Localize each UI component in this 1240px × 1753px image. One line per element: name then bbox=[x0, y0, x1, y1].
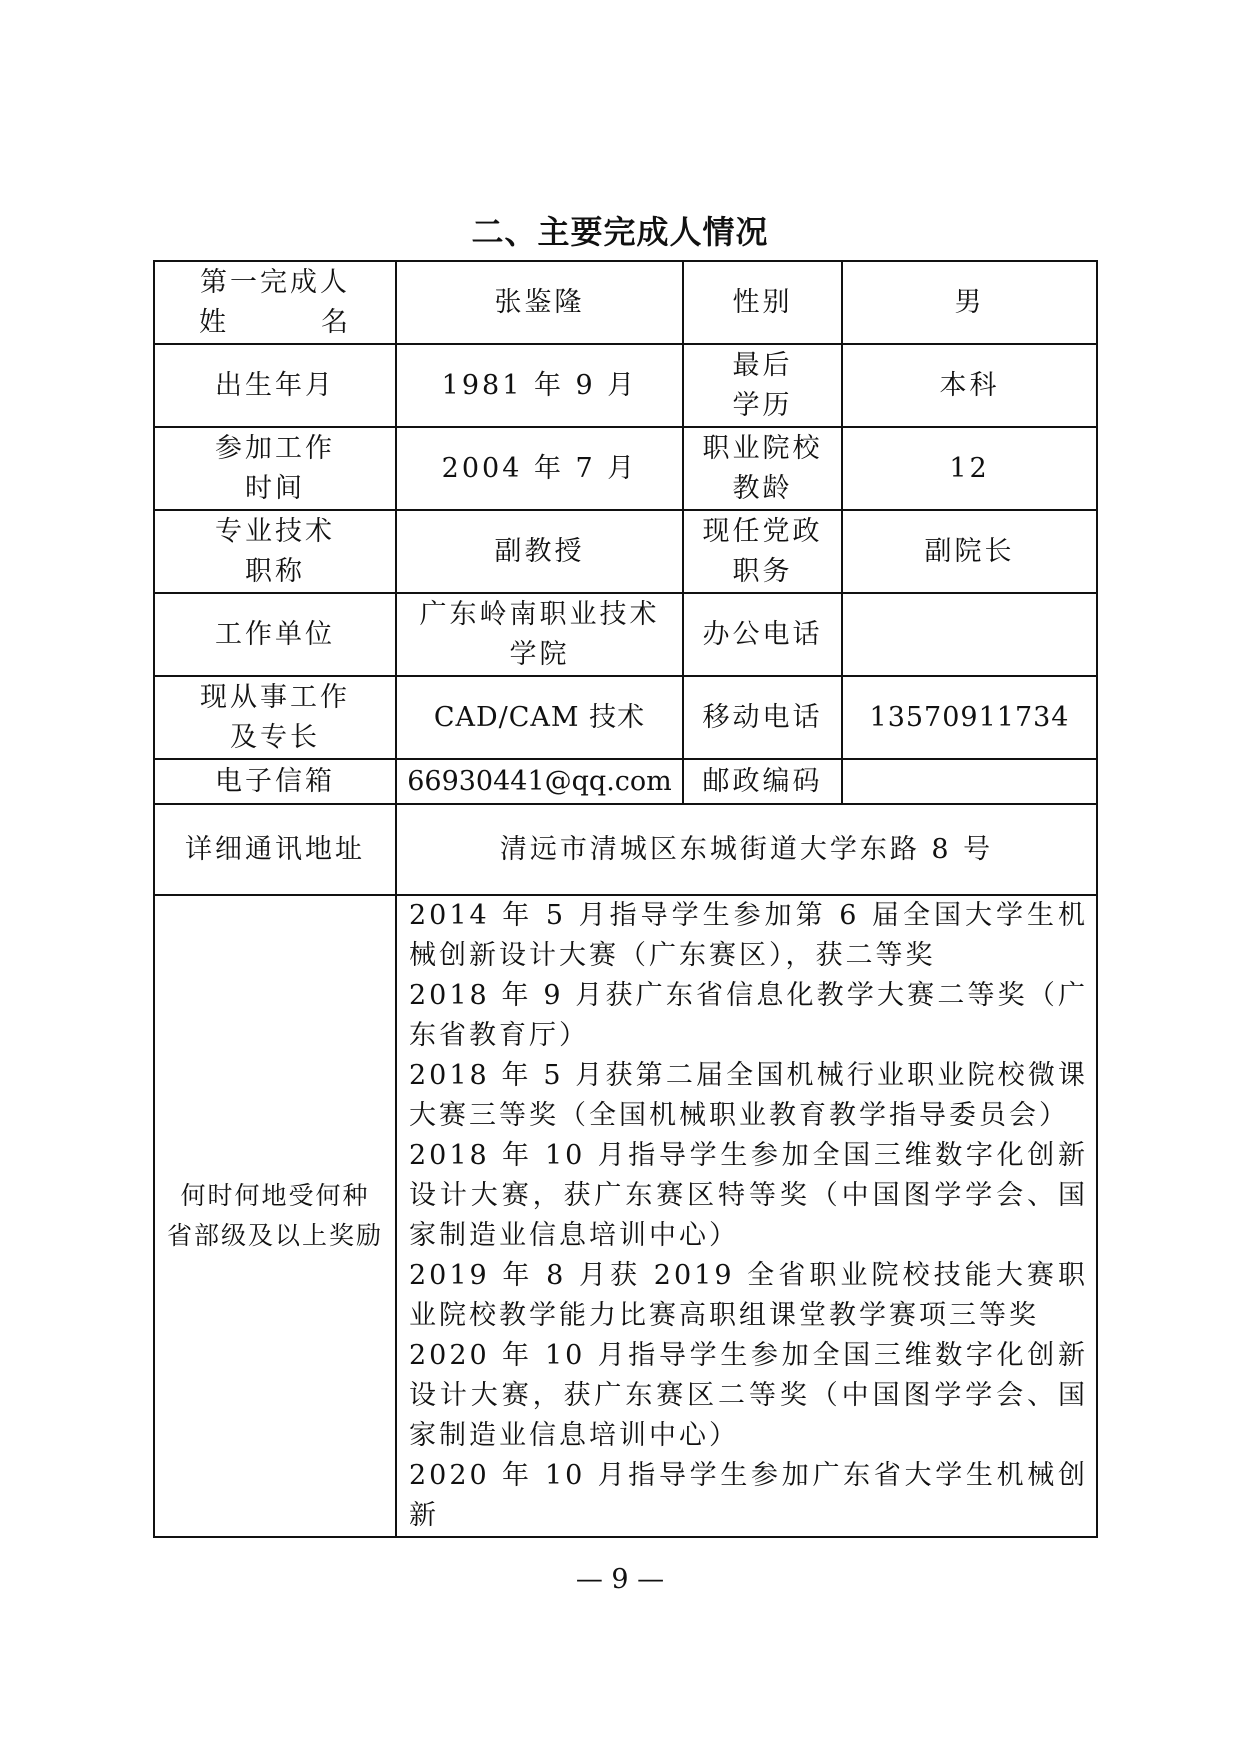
label-work-start bbox=[154, 427, 396, 510]
table-row-email bbox=[154, 759, 1097, 804]
value-professional-title: 副教授 bbox=[396, 510, 683, 593]
label-line: 教龄 bbox=[732, 472, 793, 504]
label-birth: 出生年月 bbox=[154, 344, 396, 427]
label-email: 电子信箱 bbox=[154, 759, 396, 804]
value-current-position: 副院长 bbox=[842, 510, 1097, 593]
label-line: 专业技术 bbox=[215, 515, 335, 547]
label-line: 第一完成人 bbox=[200, 266, 350, 298]
label-professional-title bbox=[154, 510, 396, 593]
table-row-specialty bbox=[154, 676, 1097, 759]
label-line: 何时何地受何种 bbox=[180, 1181, 370, 1210]
label-line: 省部级及以上奖励 bbox=[166, 1221, 383, 1250]
value-postcode bbox=[842, 759, 1097, 804]
label-teaching-years bbox=[683, 427, 842, 510]
value-line: 学院 bbox=[509, 638, 570, 670]
label-line: 职务 bbox=[732, 555, 793, 587]
value-gender: 男 bbox=[842, 261, 1097, 344]
value-address: 清远市清城区东城街道大学东路 8 号 bbox=[396, 804, 1097, 895]
label-char: 名 bbox=[321, 306, 351, 338]
value-teaching-years: 12 bbox=[842, 427, 1097, 510]
label-char: 姓 bbox=[199, 306, 229, 338]
label-line: 参加工作 bbox=[215, 432, 335, 464]
label-office-phone: 办公电话 bbox=[683, 593, 842, 676]
value-line: 广东岭南职业技术 bbox=[419, 598, 660, 630]
label-line: 最后 bbox=[732, 349, 793, 381]
table-row-employer bbox=[154, 593, 1097, 676]
value-office-phone bbox=[842, 593, 1097, 676]
label-first-completer-name bbox=[154, 261, 396, 344]
value-birth: 1981 年 9 月 bbox=[396, 344, 683, 427]
label-line: 现从事工作 bbox=[200, 681, 350, 713]
page-number: — 9 — bbox=[575, 1564, 665, 1595]
label-education bbox=[683, 344, 842, 427]
label-line: 职称 bbox=[245, 555, 305, 587]
table-row-address bbox=[154, 804, 1097, 895]
value-work-start: 2004 年 7 月 bbox=[396, 427, 683, 510]
award-item: 2019 年 8 月获 2019 全省职业院校技能大赛职业院校教学能力比赛高职组课堂教学赛项三等奖 bbox=[409, 1260, 1088, 1331]
label-mobile-phone: 移动电话 bbox=[683, 676, 842, 759]
value-education: 本科 bbox=[842, 344, 1097, 427]
award-item: 2018 年 10 月指导学生参加全国三维数字化创新设计大赛，获广东赛区特等奖（中国图学学会、国家制造业信息培训中心） bbox=[409, 1140, 1088, 1251]
label-line: 学历 bbox=[732, 389, 793, 421]
table-row-title bbox=[154, 510, 1097, 593]
label-line bbox=[199, 303, 351, 343]
value-specialty: CAD/CAM 技术 bbox=[396, 676, 683, 759]
label-line: 时间 bbox=[245, 472, 305, 504]
value-employer bbox=[396, 593, 683, 676]
label-gender: 性别 bbox=[683, 261, 842, 344]
value-mobile-phone: 13570911734 bbox=[842, 676, 1097, 759]
table-row-awards bbox=[154, 895, 1097, 1537]
label-specialty bbox=[154, 676, 396, 759]
value-name: 张鉴隆 bbox=[396, 261, 683, 344]
award-item: 2014 年 5 月指导学生参加第 6 届全国大学生机械创新设计大赛（广东赛区），获二等奖 bbox=[409, 900, 1088, 971]
table-row-birth bbox=[154, 344, 1097, 427]
table-row-work-start bbox=[154, 427, 1097, 510]
completer-info-table bbox=[153, 260, 1098, 1538]
label-current-position bbox=[683, 510, 842, 593]
label-line: 及专长 bbox=[230, 721, 320, 753]
award-item: 2018 年 9 月获广东省信息化教学大赛二等奖（广东省教育厅） bbox=[409, 980, 1088, 1051]
award-item: 2020 年 10 月指导学生参加广东省大学生机械创新 bbox=[409, 1460, 1088, 1531]
value-email: 66930441@qq.com bbox=[396, 759, 683, 804]
table-row-name bbox=[154, 261, 1097, 344]
award-item: 2020 年 10 月指导学生参加全国三维数字化创新设计大赛，获广东赛区二等奖（中国图学学会、国家制造业信息培训中心） bbox=[409, 1340, 1088, 1451]
award-item: 2018 年 5 月获第二届全国机械行业职业院校微课大赛三等奖（全国机械职业教育教学指导委员会） bbox=[409, 1060, 1088, 1131]
label-awards bbox=[154, 895, 396, 1537]
section-title: 二、主要完成人情况 bbox=[471, 213, 769, 251]
label-line: 现任党政 bbox=[702, 515, 823, 547]
label-line: 职业院校 bbox=[702, 432, 823, 464]
label-employer: 工作单位 bbox=[154, 593, 396, 676]
awards-list bbox=[396, 895, 1097, 1537]
label-address: 详细通讯地址 bbox=[154, 804, 396, 895]
label-postcode: 邮政编码 bbox=[683, 759, 842, 804]
